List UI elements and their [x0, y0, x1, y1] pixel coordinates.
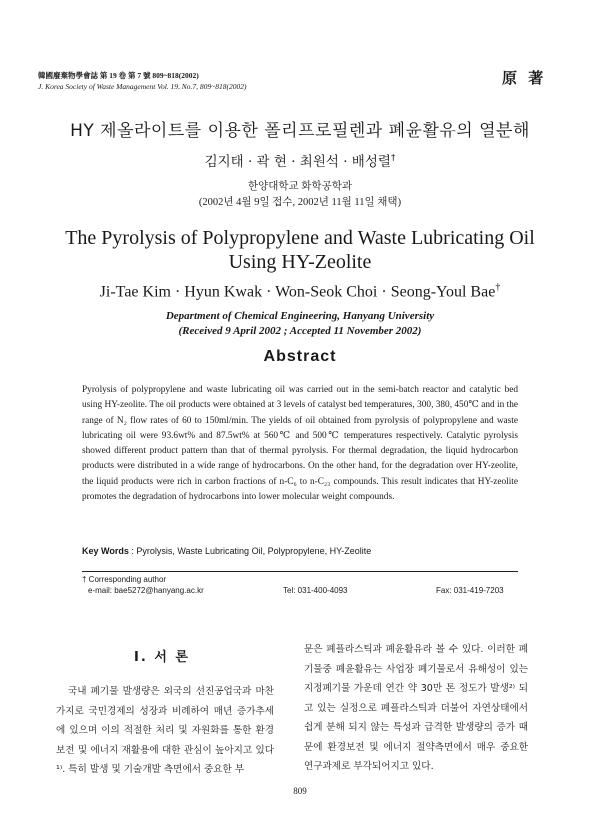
keywords: [82, 546, 522, 556]
english-title-line1: The Pyrolysis of Polypropylene and Waste Lubricating Oil: [65, 227, 535, 249]
journal-header-english: J. Korea Society of Waste Management Vol. 19, No.7, 809~818(2002): [38, 82, 247, 91]
page-number: 809: [293, 786, 307, 796]
corresponding-author-note: † Corresponding author: [82, 575, 167, 584]
english-title-line2: Using HY-Zeolite: [228, 251, 372, 273]
english-title: [0, 226, 600, 274]
article-type-badge: 原 著: [502, 69, 547, 87]
footnote-divider: [82, 571, 518, 572]
intro-paragraph-left: 국내 폐기물 발생량은 외국의 선진공업국과 마찬가지로 국민경제의 성장과 비례하여 매년 증가추세에 있으며 이의 적절한 처리 및 자원화를 통한 환경보전 및 에너지 재활용에 대한 관심이 높아지고 있다¹⁾. 특히 발생 및 기술개발 측면에서 중요한 부: [56, 686, 274, 775]
author-tel: Tel: 031-400-4093: [283, 586, 348, 595]
korean-dates: (2002년 4월 9일 접수, 2002년 11월 11일 채택): [198, 197, 402, 208]
section-heading-introduction: Ⅰ. 서 론: [134, 650, 190, 665]
korean-affiliation: 한양대학교 화학공학과: [247, 181, 353, 192]
abstract-heading: Abstract: [263, 348, 337, 365]
intro-paragraph-right: 문은 폐플라스틱과 폐윤활유라 볼 수 있다. 이러한 폐기물중 폐윤활유는 사업장 폐기물로서 유해성이 있는 지정폐기물 가운데 연간 약 30만 톤 정도가 발생²⁾ 되고 있는 실정으로 폐플라스틱과 더불어 자연상태에서 쉽게 분해 되지 않는 특성과 급격한 발생량의 증가 때문에 환경보전 및 에너지 절약측면에서 매우 중요한 연구과제로 부각되어지고 있다.: [304, 644, 528, 772]
author-email: e-mail: bae5272@hanyang.ac.kr: [88, 586, 204, 595]
corresponding-mark-korean: †: [390, 153, 396, 164]
intro-right-column: [304, 640, 528, 777]
abstract-text: Pyrolysis of polypropylene and waste lubricating oil was carried out in the semi-batch reactor and catalytic bed using HY-zeolite. The oil products were obtained at 3 levels of catalyst bed temperatures, 300, 380, 450℃ and in the range of N₂ flow rates of 60 to 150ml/min. The yields of oil obtained from pyrolysis of polypropylene and waste lubricating oil were 93.6wt% and 87.5wt% at 560℃ and 500℃ temperatures respectively. Catalytic pyrolysis showed different product pattern than that of thermal pyrolysis. For thermal degradation, the liquid hydrocarbon products were distributed in a wide range of hydrocarbons. On the other hand, for the degradation over HY-zeolite, the liquid products were rich in carbon fractions of n-C₆ to n-C₂₃ compounds. This result indicates that HY-zeolite promotes the degradation of hydrocarbons into lower molecular weight compounds.: [82, 385, 518, 503]
intro-left-column: [56, 682, 274, 780]
journal-header-korean: 韓國廢棄物學會誌 第 19 卷 第 7 號 809~818(2002): [38, 71, 199, 80]
korean-title: HY 제올라이트를 이용한 폴리프로필렌과 폐윤활유의 열분해: [70, 121, 530, 141]
keywords-label: Key Words: [82, 546, 129, 556]
english-dates: (Received 9 April 2002 ; Accepted 11 November 2002): [178, 325, 422, 337]
corresponding-mark-english: †: [495, 282, 501, 293]
korean-authors: [0, 150, 600, 170]
english-author-names: Ji-Tae Kim · Hyun Kwak · Won-Seok Choi · Seong-Youl Bae: [99, 283, 496, 301]
english-authors: [0, 282, 600, 301]
korean-author-names: 김지태 · 곽 현 · 최원석 · 배성렬: [204, 154, 391, 170]
author-fax: Fax: 031-419-7203: [436, 586, 504, 595]
english-affiliation: Department of Chemical Engineering, Hanyang University: [165, 310, 435, 322]
keywords-list: : Pyrolysis, Waste Lubricating Oil, Polypropylene, HY-Zeolite: [128, 546, 372, 556]
